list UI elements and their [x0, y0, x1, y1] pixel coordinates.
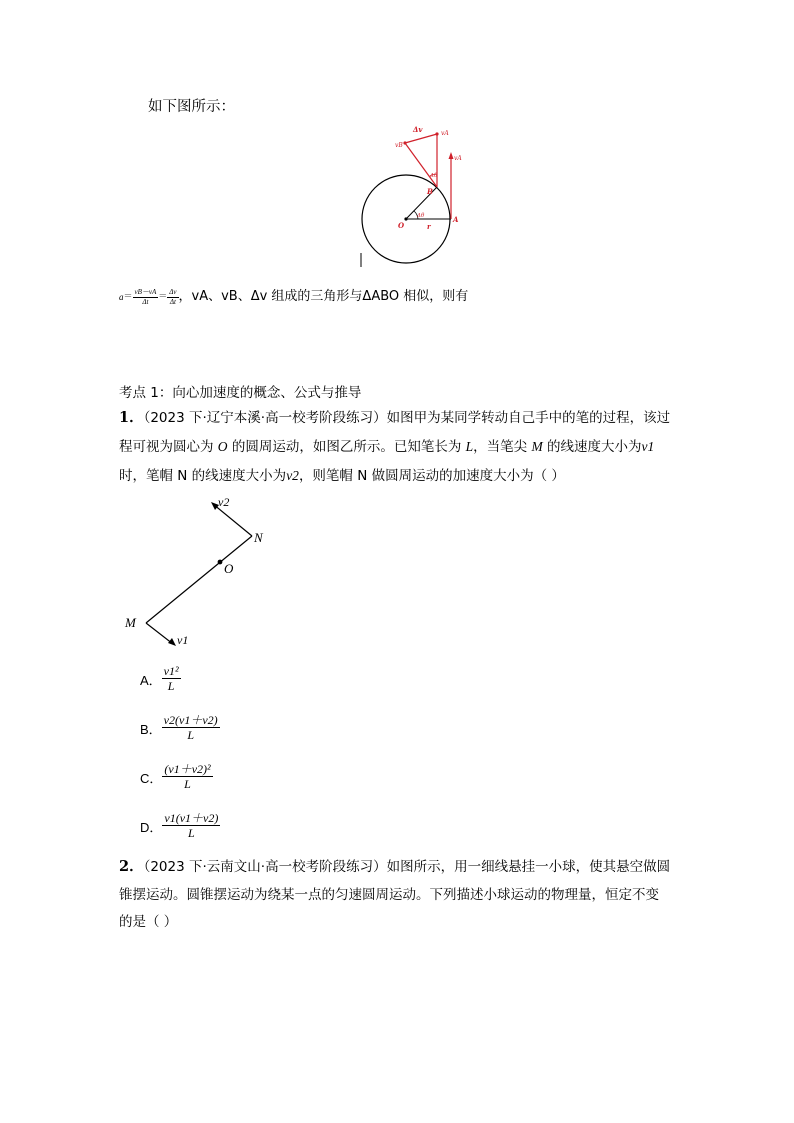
option-A-den: L	[162, 678, 181, 694]
option-C-frac	[162, 762, 212, 792]
q1-number: 1．	[119, 409, 144, 426]
label-vA-top: vA	[441, 130, 449, 137]
q2-source: （2023 下·云南文山·高一校考阶段练习）	[143, 859, 387, 875]
label-B: B	[427, 187, 433, 196]
label-v1: v1	[177, 633, 189, 647]
q1-var-v1: v1	[641, 439, 655, 454]
q1-line3-b: ，则笔帽 N 做圆周运动的加速度大小为（ ）	[298, 468, 565, 484]
option-D-num: v1(v1＋v2)	[164, 811, 219, 825]
option-B-num: v2(v1＋v2)	[163, 713, 218, 727]
label-A: A	[453, 215, 459, 224]
q1-line2-c: ，当笔尖	[473, 439, 532, 455]
formula-num-2: Δv	[169, 287, 177, 296]
q1-line1-text: 如图甲为某同学转动自己手中的笔的过程，该过	[386, 410, 671, 426]
q1-line-3	[119, 466, 565, 486]
formula-lhs: a	[119, 292, 124, 302]
q1-var-M: M	[531, 439, 543, 454]
formula-num-1: vB－vA	[134, 287, 157, 296]
formula-rest: ，vA、vB、Δv 组成的三角形与ΔABO 相似，则有	[178, 289, 469, 304]
label-angle-top: Δθ	[430, 173, 438, 179]
option-B-label: B．	[140, 721, 162, 737]
q1-line2-b: 的圆周运动，如图乙所示。已知笔长为	[227, 439, 466, 455]
option-D-label: D．	[140, 819, 163, 835]
label-vA-right: vA	[454, 155, 462, 162]
q2-line-2: 锥摆运动。圆锥摆运动为绕某一点的匀速圆周运动。下列描述小球运动的物理量，恒定不变	[119, 887, 659, 903]
q1-line2-a: 程可视为圆心为	[119, 439, 218, 455]
q2-line1-text: 如图所示，用一细线悬挂一小球，使其悬空做圆	[386, 859, 671, 875]
pen-line	[146, 536, 252, 623]
q1-line3-a: 时，笔帽 N 的线速度大小为	[119, 468, 287, 484]
label-N: N	[254, 530, 263, 545]
v1-arrow	[146, 623, 173, 644]
formula-frac-1	[133, 288, 159, 307]
center-O-dot	[218, 560, 223, 565]
q1-var-O: O	[217, 439, 228, 454]
option-B-frac	[162, 713, 220, 743]
vB-tip	[403, 141, 406, 144]
option-A-label: A．	[140, 672, 162, 688]
q1-line-2	[119, 437, 654, 457]
formula-den-1: Δt	[133, 297, 159, 307]
q1-line2-d: 的线速度大小为	[542, 439, 642, 455]
label-delta-v: Δv	[413, 125, 423, 134]
vA-arrowhead	[449, 152, 454, 159]
section-title: 考点 1：向心加速度的概念、公式与推导	[119, 385, 362, 401]
vA-copy-tip	[435, 132, 438, 135]
formula-frac-2	[167, 288, 178, 307]
option-D[interactable]	[140, 811, 220, 841]
option-D-den: L	[162, 825, 220, 841]
center-dot	[404, 217, 407, 220]
option-A-frac	[162, 664, 181, 694]
option-B[interactable]	[140, 713, 220, 743]
vB-vector	[405, 143, 437, 187]
delta-v-vector	[405, 134, 437, 143]
q2-line-1	[119, 857, 670, 877]
option-C[interactable]	[140, 762, 213, 792]
label-v2: v2	[218, 495, 230, 509]
intro-text: 如下图所示：	[148, 99, 235, 115]
option-A[interactable]	[140, 664, 181, 694]
label-M: M	[125, 615, 136, 630]
formula-den-2: Δt	[167, 297, 178, 307]
q1-line-1	[119, 408, 670, 428]
q2-line-3: 的是（ ）	[119, 914, 178, 930]
q1-var-L: L	[465, 439, 474, 454]
option-B-den: L	[162, 727, 220, 743]
label-O: O	[224, 561, 234, 576]
q2-number: 2．	[119, 858, 144, 875]
formula-line: a ＝ $\frac{vB-vA}{\Delta t}$ ＝ $\frac{\Delta v}{\Delta t}$ ，vA、vB、Δv 组成的三角形与ΔABO 相似，则有	[119, 287, 469, 306]
q1-source: （2023 下·辽宁本溪·高一校考阶段练习）	[143, 410, 387, 426]
figure-pen-rotation	[120, 493, 280, 653]
option-C-num: (v1＋v2)²	[164, 762, 211, 776]
option-A-num: v1²	[163, 664, 179, 678]
option-C-den: L	[162, 776, 212, 792]
label-vB: vB	[395, 142, 403, 149]
q1-var-v2: v2	[286, 468, 299, 483]
label-O: O	[398, 221, 405, 230]
option-C-label: C．	[140, 770, 163, 786]
figure-circle-velocity	[355, 120, 465, 272]
label-r: r	[427, 222, 431, 231]
label-angle-center: Δθ	[417, 213, 425, 219]
option-D-frac	[162, 811, 220, 841]
v1-arrowhead	[168, 638, 176, 646]
